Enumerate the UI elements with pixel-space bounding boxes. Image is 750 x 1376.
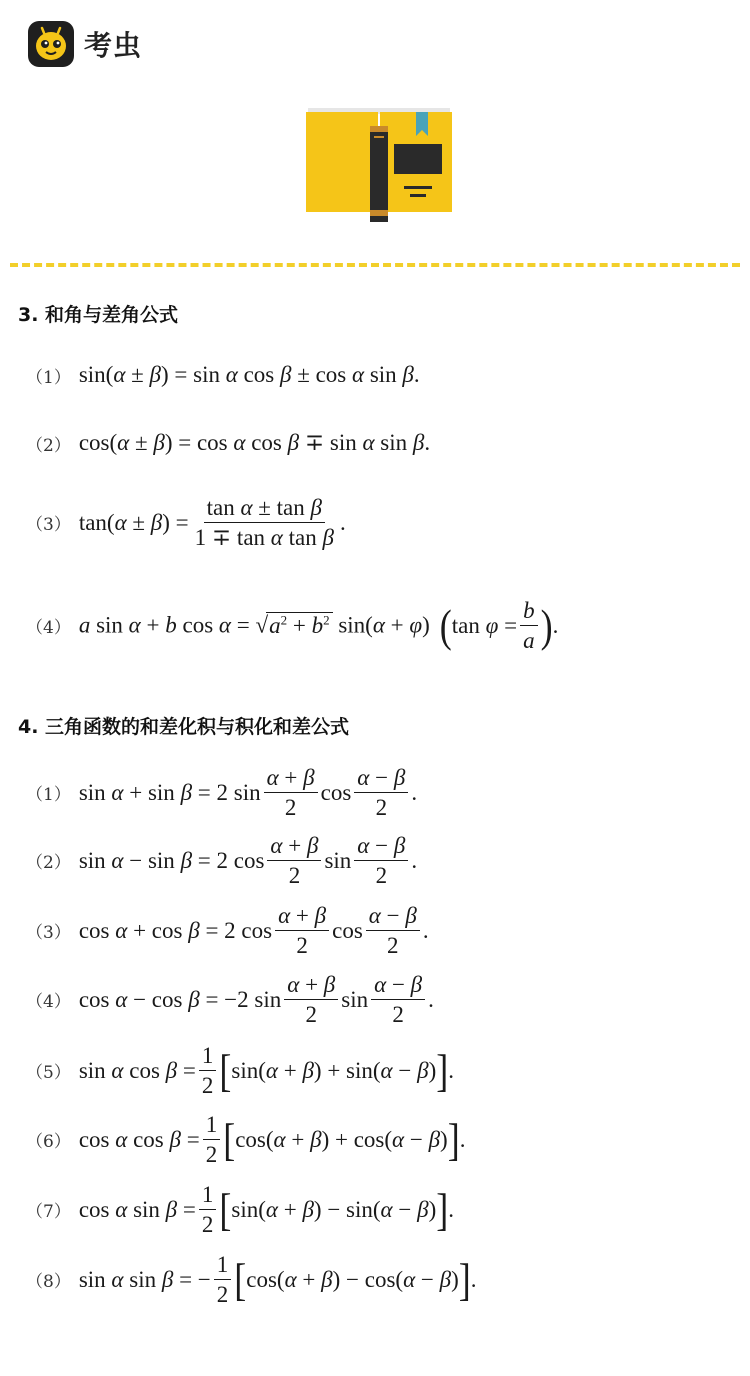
formula-3-4: （4） a sin α + b $\cos \alpha = √a^2 + b^2$ sin(α + φ) ( tan φ = $\frac{b}{a}$ ) . xyxy=(26,598,559,654)
formula-4-1: （1） sin α + sin β = 2 sin $\frac{\alpha + \beta}{2}$ cos $\frac{\alpha - \beta}{2}$ . xyxy=(26,765,418,821)
formula-number: （4） xyxy=(26,992,71,1013)
formula-4-7: （7） cos α sin β = $\frac{1}{2}$ [ sin(α + β) − sin(α − β) ] . xyxy=(26,1182,454,1238)
formula-4-8: （8） sin α sin β = − $\frac{1}{2}$ [ cos(α + β) − cos(α − β) ] . xyxy=(26,1252,477,1308)
formula-number: （4） xyxy=(26,618,71,639)
brand-header xyxy=(28,20,142,68)
brand-name: 考虫 xyxy=(84,29,143,62)
formula-number: （1） xyxy=(26,785,71,806)
section-title-4: 4. 三角函数的和差化积与积化和差公式 xyxy=(18,716,350,738)
formula-number: （8） xyxy=(26,1272,71,1293)
formula-number: （2） xyxy=(26,853,71,874)
formula-4-3: （3） cos α + cos β = 2 cos $\frac{\alpha + \beta}{2}$ cos $\frac{\alpha - \beta}{2}$ . xyxy=(26,903,429,959)
formula-body: cos(α ± β) = cos α cos β ∓ sin α sin β. xyxy=(78,430,431,455)
formula-3-2 xyxy=(26,430,430,456)
formula-3-1 xyxy=(26,362,420,388)
formula-number: （7） xyxy=(26,1202,71,1223)
formula-4-2: （2） sin α − sin β = 2 cos $\frac{\alpha + \beta}{2}$ sin $\frac{\alpha - \beta}{2}$ . xyxy=(26,833,418,889)
book-icon xyxy=(306,106,452,226)
formula-number: （2） xyxy=(26,435,71,456)
formula-body: sin(α ± β) = sin α cos β ± cos α sin β. xyxy=(78,362,420,387)
formula-number: （6） xyxy=(26,1132,71,1153)
formula-body: tan(α ± β) = xyxy=(78,509,189,535)
formula-body: a sin α + b $\cos \alpha = √a^2 + b^2$ sin(α + φ) xyxy=(78,612,430,639)
formula-4-5: （5） sin α cos β = $\frac{1}{2}$ [ sin(α + β) + sin(α − β) ] . xyxy=(26,1043,454,1099)
formula-4-6: （6） cos α cos β = $\frac{1}{2}$ [ cos(α + β) + cos(α − β) ] . xyxy=(26,1112,466,1168)
formula-3-3: （3） tan(α ± β) = $\frac{\text{tan α ± tan β}}{\text{1 ∓ tan α tan β}}$ . xyxy=(26,495,346,551)
fraction: $\frac{b}{a}$ xyxy=(520,598,538,654)
section-title-3: 3. 和角与差角公式 xyxy=(18,304,179,326)
dashed-divider xyxy=(10,263,740,267)
formula-number: （3） xyxy=(26,923,71,944)
bug-logo-icon xyxy=(28,21,74,67)
fraction: $\frac{\text{tan α ± tan β}}{\text{1 ∓ tan α tan β}}$ xyxy=(194,495,334,551)
formula-4-4: （4） cos α − cos β = −2 sin $\frac{\alpha + \beta}{2}$ sin $\frac{\alpha - \beta}{2}$ . xyxy=(26,972,434,1028)
formula-number: （3） xyxy=(26,515,71,536)
formula-number: （1） xyxy=(26,367,71,388)
formula-number: （5） xyxy=(26,1063,71,1084)
